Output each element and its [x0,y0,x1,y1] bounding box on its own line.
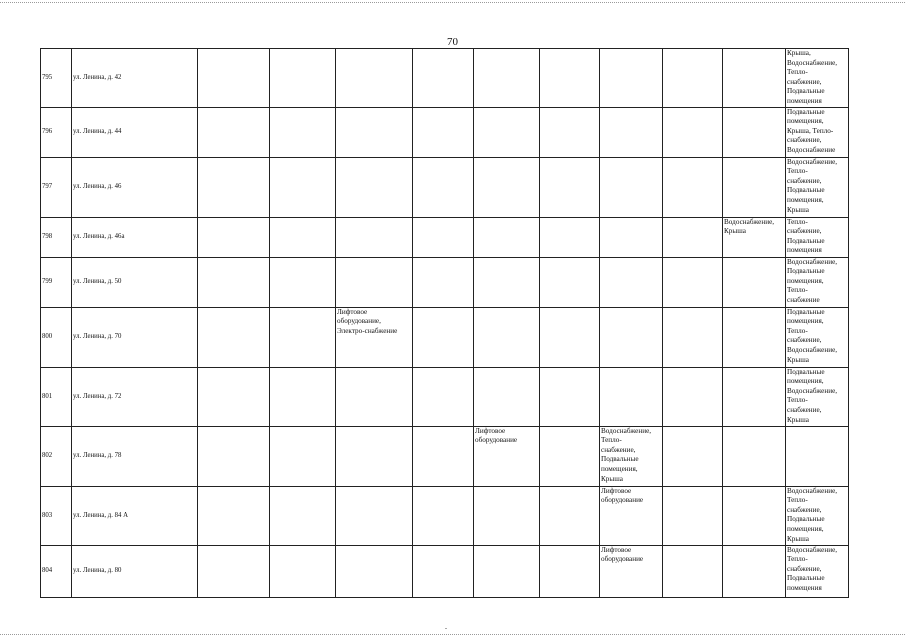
work-cell [270,307,336,367]
address-cell: ул. Ленина, д. 46 [72,157,198,217]
work-cell [474,486,540,545]
work-item-line: снабжение, [787,505,822,514]
work-cell [336,107,413,157]
work-item-line: помещения, [787,195,824,204]
work-cell [270,367,336,426]
work-item-line: Лифтовое [601,486,632,495]
work-item-line: Подвальные [787,307,825,316]
work-cell [540,426,600,486]
work-cell [413,107,474,157]
work-item-line: снабжение [787,295,820,304]
footer-mark: . [445,622,447,631]
work-cell [413,217,474,257]
work-item-line: Водоснабжение [787,145,836,154]
table-row [41,367,849,426]
work-cell [786,217,849,257]
work-cell [723,107,786,157]
work-cell [786,157,849,217]
work-cell [336,49,413,108]
work-item-line: помещения, [787,377,824,386]
work-item-line: Подвальные [787,367,825,376]
work-cell [270,217,336,257]
work-cell [540,49,600,108]
work-cell [723,49,786,108]
work-cell [540,367,600,426]
work-item-line: Тепло- [787,326,808,335]
work-item-line: Крыша [787,355,809,364]
row-number: 795 [41,49,72,108]
row-number: 796 [41,107,72,157]
work-item-line: Тепло- [787,217,808,226]
table-row [41,107,849,157]
work-cell [413,157,474,217]
work-item-line: снабжение, [787,336,822,345]
address-cell: ул. Ленина, д. 70 [72,307,198,367]
work-item-line: оборудование, [337,317,381,326]
work-cell [474,257,540,307]
work-item-line: Подвальные [787,236,825,245]
work-item-line: снабжение, [787,136,822,145]
row-number: 804 [41,545,72,597]
work-cell [600,157,663,217]
repair-schedule-table [40,48,849,598]
work-item-line: помещения [787,246,822,255]
work-item-line: помещения, [601,464,638,473]
work-item-line: помещения, [787,117,824,126]
work-cell [600,307,663,367]
work-item-line: снабжение, [787,227,822,236]
table-row [41,49,849,108]
work-cell [413,545,474,597]
work-cell [786,426,849,486]
work-item-line: Подвальные [601,455,639,464]
work-item-line: оборудование [601,555,644,564]
work-item-line: Водоснабжение, [787,157,838,166]
work-cell [786,107,849,157]
work-cell [198,307,270,367]
work-item-line: Водоснабжение, [787,486,838,495]
work-item-line: Крыша [787,534,809,543]
work-item-line: Водоснабжение, [787,345,838,354]
row-number: 799 [41,257,72,307]
work-cell [474,157,540,217]
work-cell [336,426,413,486]
work-item-line: Лифтовое [601,545,632,554]
row-number: 802 [41,426,72,486]
work-cell [723,486,786,545]
work-cell [270,157,336,217]
work-cell [198,107,270,157]
work-item-line: Тепло- [601,436,622,445]
work-item-line: Тепло- [787,286,808,295]
work-cell [336,486,413,545]
bottom-border-line [0,634,905,635]
work-item-line: помещения [787,96,822,105]
work-cell [198,157,270,217]
work-cell [413,367,474,426]
work-cell [474,217,540,257]
work-cell [723,307,786,367]
work-cell [336,307,413,367]
work-cell [786,545,849,597]
work-item-line: снабжение, [601,445,636,454]
work-cell [474,426,540,486]
work-cell [413,49,474,108]
work-item-line: Водоснабжение, [787,257,838,266]
work-item-line: Крыша [787,415,809,424]
work-cell [413,426,474,486]
work-item-line: Водоснабжение, [601,426,652,435]
row-number: 803 [41,486,72,545]
work-cell [786,367,849,426]
work-cell [786,307,849,367]
work-cell [600,217,663,257]
work-cell [663,217,723,257]
work-cell [198,217,270,257]
work-item-line: помещения, [787,276,824,285]
work-cell [600,367,663,426]
row-number: 797 [41,157,72,217]
work-cell [723,545,786,597]
work-cell [540,307,600,367]
address-cell: ул. Ленина, д. 46а [72,217,198,257]
work-cell [270,257,336,307]
work-item-line: Водоснабжение, [724,217,775,226]
work-cell [723,217,786,257]
address-cell: ул. Ленина, д. 78 [72,426,198,486]
work-cell [474,107,540,157]
work-cell [198,49,270,108]
table-row [41,486,849,545]
work-cell [198,367,270,426]
page-number: 70 [447,36,458,48]
work-item-line: Лифтовое [337,307,368,316]
work-cell [723,257,786,307]
work-item-line: Крыша [601,474,623,483]
work-cell [723,157,786,217]
work-cell [270,107,336,157]
work-item-line: Водоснабжение, [787,58,838,67]
table-row [41,217,849,257]
work-item-line: Электро-снабжение [337,326,398,335]
work-cell [474,545,540,597]
work-item-line: Лифтовое [475,426,506,435]
work-cell [600,426,663,486]
row-number: 800 [41,307,72,367]
work-cell [474,307,540,367]
work-cell [663,426,723,486]
address-cell: ул. Ленина, д. 50 [72,257,198,307]
work-item-line: Крыша, [787,49,811,57]
work-item-line: помещения, [787,524,824,533]
work-cell [663,307,723,367]
work-item-line: оборудование [475,436,518,445]
top-border-line [0,2,905,3]
work-item-line: Крыша [724,227,746,236]
work-item-line: снабжение, [787,77,822,86]
work-cell [663,486,723,545]
work-cell [600,257,663,307]
table-row [41,426,849,486]
row-number: 798 [41,217,72,257]
work-item-line: Подвальные [787,107,825,116]
table-row [41,257,849,307]
work-cell [336,257,413,307]
address-cell: ул. Ленина, д. 44 [72,107,198,157]
work-cell [663,257,723,307]
work-cell [540,486,600,545]
address-cell: ул. Ленина, д. 80 [72,545,198,597]
work-cell [198,257,270,307]
work-cell [336,545,413,597]
work-item-line: Крыша [787,205,809,214]
work-item-line: Подвальные [787,87,825,96]
work-cell [663,367,723,426]
work-cell [413,486,474,545]
work-item-line: снабжение, [787,176,822,185]
work-item-line: Водоснабжение, [787,545,838,554]
work-cell [663,107,723,157]
work-cell [786,49,849,108]
work-item-line: Подвальные [787,267,825,276]
work-item-line: Подвальные [787,574,825,583]
work-cell [413,307,474,367]
work-cell [336,157,413,217]
work-cell [474,367,540,426]
work-item-line: Тепло- [787,167,808,176]
work-cell [336,367,413,426]
work-cell [663,157,723,217]
work-cell [413,257,474,307]
work-cell [270,486,336,545]
work-cell [474,49,540,108]
table-row [41,307,849,367]
work-cell [270,49,336,108]
work-item-line: Тепло- [787,555,808,564]
address-cell: ул. Ленина, д. 84 А [72,486,198,545]
work-cell [786,486,849,545]
work-cell [270,545,336,597]
work-cell [600,49,663,108]
work-cell [198,426,270,486]
work-item-line: помещения, [787,317,824,326]
work-cell [540,217,600,257]
work-cell [786,257,849,307]
work-item-line: Тепло- [787,496,808,505]
address-cell: ул. Ленина, д. 42 [72,49,198,108]
work-item-line: Крыша, Тепло- [787,126,834,135]
work-cell [540,545,600,597]
work-cell [540,257,600,307]
work-cell [600,545,663,597]
work-cell [198,545,270,597]
work-item-line: снабжение, [787,564,822,573]
work-cell [600,486,663,545]
work-cell [270,426,336,486]
work-item-line: помещения [787,583,822,592]
work-item-line: Подвальные [787,186,825,195]
address-cell: ул. Ленина, д. 72 [72,367,198,426]
work-cell [663,49,723,108]
work-cell [336,217,413,257]
work-item-line: Водоснабжение, [787,386,838,395]
work-cell [723,426,786,486]
table-row [41,157,849,217]
work-item-line: Тепло- [787,396,808,405]
work-cell [600,107,663,157]
work-cell [198,486,270,545]
work-cell [723,367,786,426]
table-row [41,545,849,597]
work-cell [663,545,723,597]
work-item-line: Тепло- [787,68,808,77]
work-item-line: Подвальные [787,515,825,524]
work-item-line: оборудование [601,496,644,505]
row-number: 801 [41,367,72,426]
work-cell [540,157,600,217]
work-item-line: снабжение, [787,405,822,414]
work-cell [540,107,600,157]
